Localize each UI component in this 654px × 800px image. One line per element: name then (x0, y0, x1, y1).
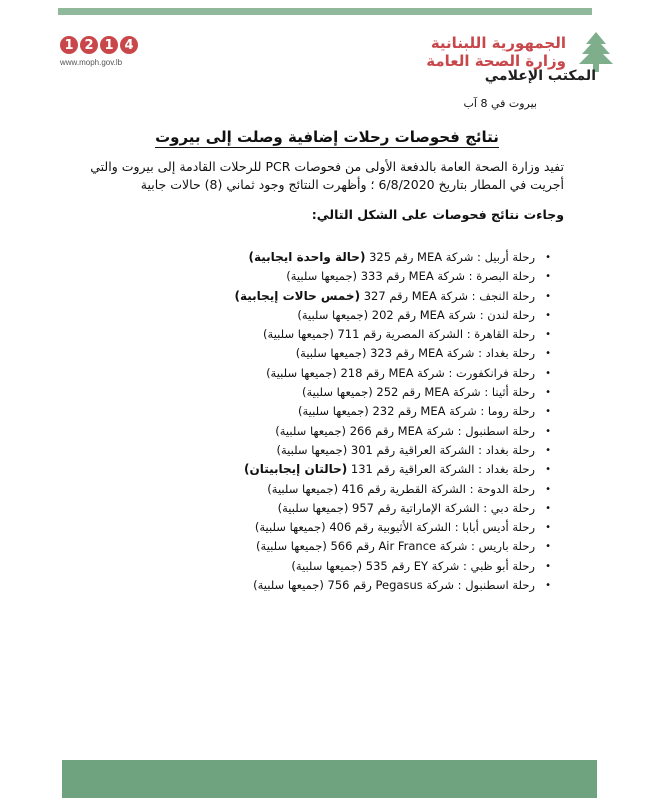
bullet-icon: • (545, 406, 551, 418)
document-date: بيروت في 8 آب (463, 97, 537, 110)
flight-info: رحلة لندن : شركة MEA رقم 202 (368, 307, 535, 322)
flight-info: رحلة النجف : شركة MEA رقم 327 (360, 288, 535, 303)
flight-info: رحلة القاهرة : الشركة المصرية رقم 711 (333, 327, 535, 342)
test-result: (حالتان إيجابيتان) (243, 462, 348, 477)
test-result: (جميعها سلبية) (291, 558, 363, 573)
bullet-icon: • (545, 348, 551, 360)
bullet-icon: • (545, 522, 551, 534)
flight-info: رحلة البصرة : شركة MEA رقم 333 (357, 269, 535, 284)
flight-result-item (111, 480, 551, 499)
test-result: (جميعها سلبية) (298, 404, 369, 419)
flight-info: رحلة أربيل : شركة MEA رقم 325 (365, 250, 535, 264)
flight-result-item (111, 287, 551, 306)
test-result: (جميعها سلبية) (295, 346, 367, 361)
flight-result-item (111, 576, 551, 595)
bullet-icon: • (545, 367, 551, 379)
bullet-icon: • (545, 309, 551, 321)
flight-result-item (111, 267, 551, 286)
flight-info: رحلة بغداد : الشركة العراقية رقم 131 (347, 462, 535, 477)
flight-info: رحلة باريس : شركة Air France رقم 566 (326, 539, 535, 554)
flight-info: رحلة فرانكفورت : شركة MEA رقم 218 (336, 365, 535, 380)
bullet-icon: • (545, 502, 551, 514)
bullet-icon: • (545, 580, 551, 592)
flight-info: رحلة اسطنبول : شركة MEA رقم 266 (346, 423, 535, 438)
flight-result-item (111, 402, 551, 421)
bullet-icon: • (545, 387, 551, 399)
test-result: (جميعها سلبية) (256, 539, 327, 554)
test-result: (جميعها سلبية) (254, 520, 326, 535)
hotline-digits (60, 36, 150, 54)
flight-info: رحلة روما : شركة MEA رقم 232 (368, 404, 535, 419)
test-result: (جميعها سلبية) (276, 442, 348, 457)
bullet-icon: • (545, 290, 551, 302)
bullet-icon: • (545, 444, 551, 456)
flight-result-item (111, 344, 551, 363)
bullet-icon: • (545, 329, 551, 341)
flight-info: رحلة أديس أبابا : الشركة الأثيوبية رقم 406 (325, 520, 535, 535)
bottom-accent-bar (62, 760, 597, 798)
bullet-icon: • (545, 425, 551, 437)
flight-result-item (111, 537, 551, 556)
flight-result-item (111, 499, 551, 518)
intro-paragraph: تفيد وزارة الصحة العامة بالدفعة الأولى من فحوصات PCR للرحلات القادمة إلى بيروت والتي أجريت في المطار بتاريخ 6/8/2020 ؛ وأظهرت النتائج وجود ثماني (8) حالات جابية (90, 159, 564, 192)
flight-info: رحلة بغداد : الشركة العراقية رقم 301 (347, 442, 535, 457)
hotline-logo (60, 36, 150, 67)
media-office-label: المكتب الإعلامي (484, 68, 596, 84)
test-result: (جميعها سلبية) (263, 327, 334, 342)
bullet-icon: • (545, 271, 551, 283)
test-result: (جميعها سلبية) (297, 307, 369, 322)
flight-result-item (111, 460, 551, 479)
flight-result-item (111, 441, 551, 460)
results-heading: وجاءت نتائج فحوصات على الشكل التالي: (311, 207, 564, 222)
bullet-icon: • (545, 560, 551, 572)
test-result: (جميعها سلبية) (267, 481, 339, 496)
bullet-icon: • (545, 464, 551, 476)
test-result: (جميعها سلبية) (275, 423, 347, 438)
hotline-digit: 1 (100, 36, 118, 54)
flight-result-item (111, 364, 551, 383)
test-result: (جميعها سلبية) (266, 365, 337, 380)
flight-info: رحلة أبو ظبي : شركة EY رقم 535 (362, 558, 535, 573)
flight-result-item (111, 422, 551, 441)
flight-info: رحلة الدوحة : الشركة القطرية رقم 416 (338, 481, 535, 496)
website-url: www.moph.gov.lb (60, 58, 123, 67)
test-result: (جميعها سلبية) (253, 578, 324, 593)
republic-name: الجمهورية اللبنانية (430, 34, 566, 52)
hotline-digit: 1 (60, 36, 78, 54)
test-result: (جميعها سلبية) (277, 500, 349, 515)
flight-info: رحلة بغداد : شركة MEA رقم 323 (366, 346, 535, 361)
hotline-digit: 4 (120, 36, 138, 54)
bullet-icon: • (545, 252, 551, 263)
ministry-name: وزارة الصحة العامة (426, 52, 566, 70)
flight-result-item (111, 383, 551, 402)
flight-result-item (111, 248, 551, 267)
flight-result-item (111, 518, 551, 537)
document-title: نتائج فحوصات رحلات إضافية وصلت إلى بيروت (155, 128, 499, 146)
hotline-digit: 2 (80, 36, 98, 54)
flight-result-item (111, 306, 551, 325)
flight-result-item (111, 325, 551, 344)
flight-result-item (111, 557, 551, 576)
test-result: (خمس حالات إيجابية) (234, 288, 361, 303)
bullet-icon: • (545, 483, 551, 495)
flight-info: رحلة أثينا : شركة MEA رقم 252 (372, 385, 535, 400)
bullet-icon: • (545, 541, 551, 553)
ministry-header (336, 34, 596, 94)
flight-info: رحلة اسطنبول : شركة Pegasus رقم 756 (323, 578, 535, 593)
test-result: (حالة واحدة ايجابية) (248, 250, 366, 264)
test-result: (جميعها سلبية) (286, 269, 358, 284)
flight-results-list (111, 248, 551, 595)
top-accent-bar (58, 8, 592, 15)
flight-info: رحلة دبي : الشركة الإماراتية رقم 957 (348, 500, 535, 515)
test-result: (جميعها سلبية) (301, 385, 373, 400)
